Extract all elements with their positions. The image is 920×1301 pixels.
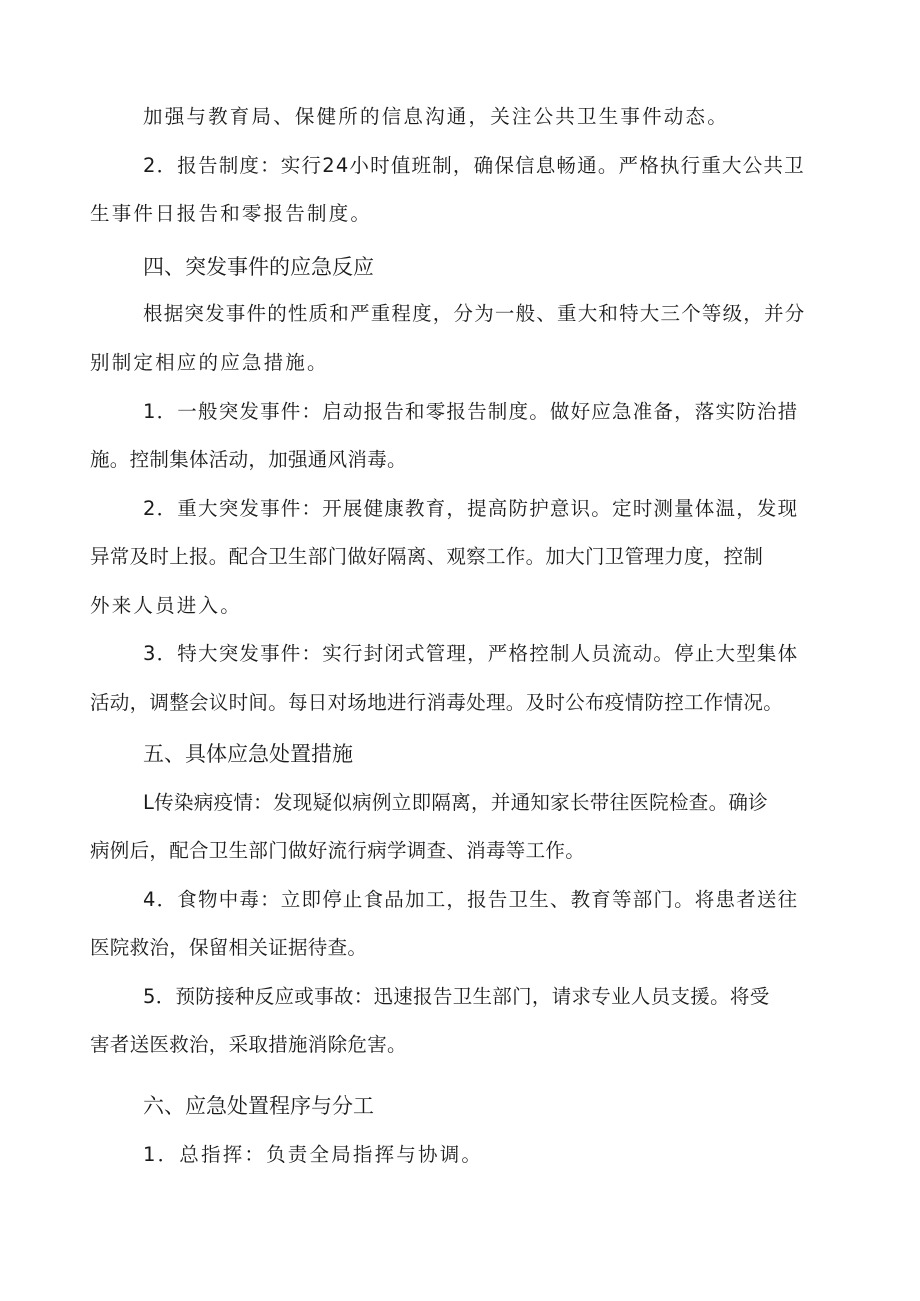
paragraph-line: 害者送医救治，采取措施消除危害。 xyxy=(90,1033,407,1056)
paragraph-line: 别制定相应的应急措施。 xyxy=(90,351,329,374)
section-heading: 五、具体应急处置措施 xyxy=(143,742,353,766)
paragraph-line: L传染病疫情：发现疑似病例立即隔离，并通知家长带往医院检查。确诊 xyxy=(143,791,768,814)
paragraph-line: 医院救治，保留相关证据待查。 xyxy=(90,936,368,959)
section-heading: 六、应急处置程序与分工 xyxy=(143,1094,374,1118)
paragraph-line: 2．重大突发事件：开展健康教育，提高防护意识。定时测量体温，发现 xyxy=(143,497,799,520)
paragraph-line: 生事件日报告和零报告制度。 xyxy=(90,202,373,225)
paragraph-line: 5．预防接种反应或事故：迅速报告卫生部门，请求专业人员支援。将受 xyxy=(143,985,770,1008)
paragraph-line: 病例后，配合卫生部门做好流行病学调查、消毒等工作。 xyxy=(90,839,586,862)
paragraph-line: 异常及时上报。配合卫生部门做好隔离、观察工作。加大门卫管理力度，控制 xyxy=(90,545,764,568)
paragraph-line: 1．总指挥：负责全局指挥与协调。 xyxy=(143,1143,484,1166)
paragraph-line: 外来人员进入。 xyxy=(90,594,242,617)
paragraph-line: 1．一般突发事件：启动报告和零报告制度。做好应急准备，落实防治措 xyxy=(143,400,799,423)
paragraph-line: 3．特大突发事件：实行封闭式管理，严格控制人员流动。停止大型集体 xyxy=(143,642,799,665)
paragraph-line: 施。控制集体活动，加强通风消毒。 xyxy=(90,448,407,471)
paragraph-line: 活动，调整会议时间。每日对场地进行消毒处理。及时公布疫情防控工作情况。 xyxy=(90,691,784,714)
paragraph-line: 4．食物中毒：立即停止食品加工，报告卫生、教育等部门。将患者送往 xyxy=(143,888,799,911)
paragraph-line: 根据突发事件的性质和严重程度，分为一般、重大和特大三个等级，并分 xyxy=(143,302,806,325)
section-heading: 四、突发事件的应急反应 xyxy=(143,255,374,279)
paragraph-line: 加强与教育局、保健所的信息沟通，关注公共卫生事件动态。 xyxy=(143,105,729,128)
paragraph-line: 2．报告制度：实行24小时值班制，确保信息畅通。严格执行重大公共卫 xyxy=(143,154,805,177)
